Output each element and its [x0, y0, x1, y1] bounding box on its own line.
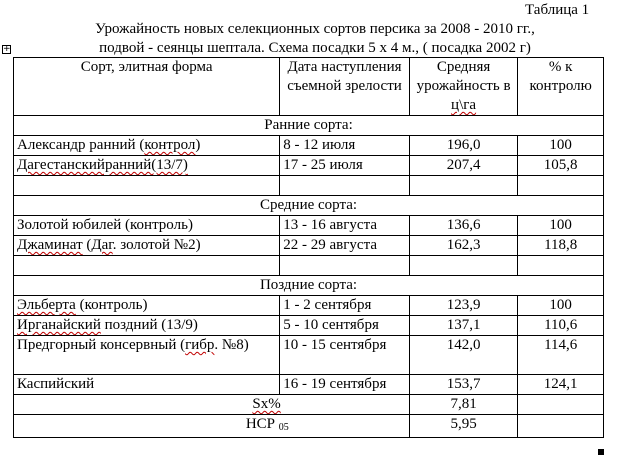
- group-row-middle: [14, 196, 604, 216]
- group-row-early: [14, 116, 604, 136]
- variety-name: Эльберта (контроль): [14, 296, 280, 316]
- yield-value: 136,6: [409, 216, 518, 236]
- variety-name: Александр ранний (контрол): [14, 136, 280, 156]
- percent-value: 124,1: [518, 375, 604, 395]
- yield-value: 207,4: [409, 156, 518, 176]
- table-header-row: [14, 58, 604, 116]
- table-row: [14, 236, 604, 256]
- variety-name: Золотой юбилей (контроль): [14, 216, 280, 236]
- ripening-date: 8 - 12 июля: [280, 136, 409, 156]
- caption-line-2: подвой - сеянцы шептала. Схема посадки 5 х 4 м., ( посадка 2002 г): [99, 40, 531, 56]
- header-yield: Средняя урожайность в ц\га: [409, 58, 518, 116]
- empty-cell: [409, 256, 518, 276]
- group-row-late: [14, 276, 604, 296]
- caption-line-1: Урожайность новых селекционных сортов персика за 2008 - 2010 гг.,: [95, 21, 535, 37]
- percent-value: 105,8: [518, 156, 604, 176]
- table-row: [14, 156, 604, 176]
- table-row: [14, 216, 604, 236]
- group-label-late: Поздние сорта:: [14, 276, 604, 296]
- table-number: Таблица 1: [525, 2, 590, 18]
- yield-value: 142,0: [409, 336, 518, 375]
- percent-value: 118,8: [518, 236, 604, 256]
- table-caption: [30, 20, 600, 58]
- header-percent: % к контролю: [518, 58, 604, 116]
- hsr-value: 5,95: [409, 415, 518, 438]
- table-row: [14, 136, 604, 156]
- ripening-date: 1 - 2 сентября: [280, 296, 409, 316]
- table-row: [14, 296, 604, 316]
- variety-name: Каспийский: [14, 375, 280, 395]
- empty-cell: [518, 415, 604, 438]
- yield-value: 153,7: [409, 375, 518, 395]
- ripening-date: 22 - 29 августа: [280, 236, 409, 256]
- ripening-date: 13 - 16 августа: [280, 216, 409, 236]
- empty-cell: [280, 256, 409, 276]
- stats-row-sx: [14, 395, 604, 415]
- ripening-date: 16 - 19 сентября: [280, 375, 409, 395]
- empty-cell: [409, 176, 518, 196]
- empty-cell: [14, 176, 280, 196]
- table-row: [14, 316, 604, 336]
- ripening-date: 17 - 25 июля: [280, 156, 409, 176]
- yield-value: 162,3: [409, 236, 518, 256]
- header-variety: Сорт, элитная форма: [14, 58, 280, 116]
- yield-value: 123,9: [409, 296, 518, 316]
- group-label-middle: Средние сорта:: [14, 196, 604, 216]
- empty-cell: [518, 256, 604, 276]
- yield-value: 196,0: [409, 136, 518, 156]
- row-end-marker: [598, 449, 604, 455]
- ripening-date: 5 - 10 сентября: [280, 316, 409, 336]
- hsr-label: НСР $_{05}$: [14, 415, 410, 438]
- yield-table: [13, 57, 604, 438]
- empty-cell: [14, 256, 280, 276]
- sx-value: 7,81: [409, 395, 518, 415]
- table-row: [14, 375, 604, 395]
- variety-name: Джаминат (Даг. золотой №2): [14, 236, 280, 256]
- table-move-handle-icon[interactable]: +: [3, 44, 11, 54]
- stats-row-hsr: [14, 415, 604, 438]
- variety-name: Предгорный консервный (гибр. №8): [14, 336, 280, 375]
- variety-name: Дагестанскийранний(13/7): [14, 156, 280, 176]
- empty-row: [14, 256, 604, 276]
- empty-row: [14, 176, 604, 196]
- percent-value: 114,6: [518, 336, 604, 375]
- table-row: [14, 336, 604, 375]
- yield-value: 137,1: [409, 316, 518, 336]
- percent-value: 100: [518, 216, 604, 236]
- ripening-date: 10 - 15 сентября: [280, 336, 409, 375]
- percent-value: 110,6: [518, 316, 604, 336]
- sx-label: Sx%: [14, 395, 410, 415]
- percent-value: 100: [518, 136, 604, 156]
- variety-name: Ирганайский поздний (13/9): [14, 316, 280, 336]
- empty-cell: [518, 176, 604, 196]
- empty-cell: [280, 176, 409, 196]
- header-date: Дата наступления съемной зрелости: [280, 58, 409, 116]
- group-label-early: Ранние сорта:: [14, 116, 604, 136]
- empty-cell: [518, 395, 604, 415]
- percent-value: 100: [518, 296, 604, 316]
